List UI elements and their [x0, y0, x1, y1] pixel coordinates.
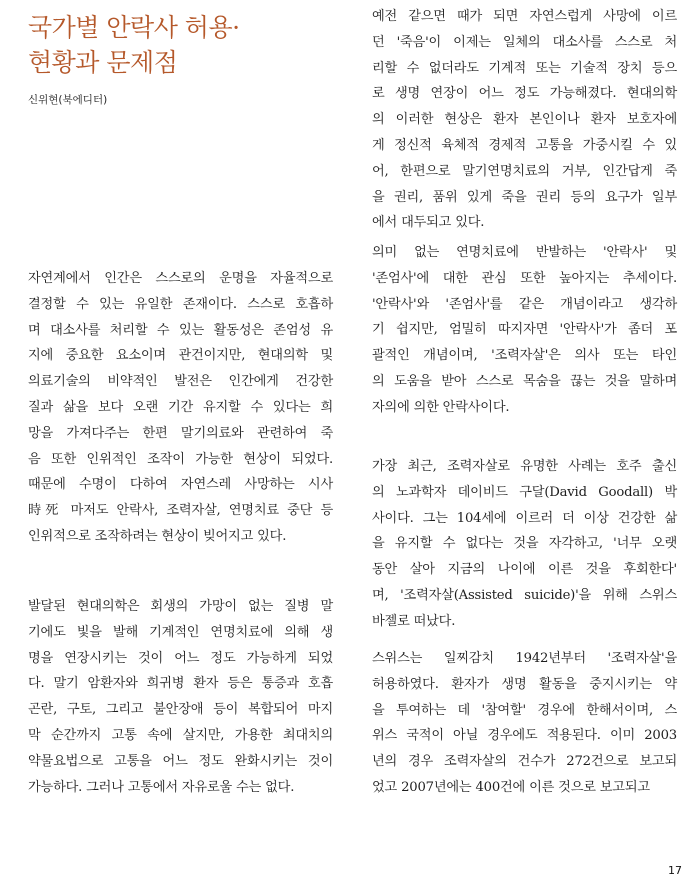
text-line: 에서 대두되고 있다. [372, 215, 485, 231]
text-line: 사이다. 그는 104세에 이르러 더 이상 건강한 삶 [372, 510, 677, 526]
text-line: 자의에 의한 안락사이다. [372, 399, 510, 415]
text-line: 을 투여하는 데 '참여할' 경우에 한해서이며, 스 [372, 702, 677, 718]
text-line: 의 도움을 받아 스스로 목숨을 끊는 것을 말하며 [372, 374, 677, 389]
text-line: 동안 살아 지금의 나이에 이른 것을 후회한다' [372, 562, 677, 578]
text-line: 의미 없는 연명치료에 반발하는 '안락사' 및 [372, 245, 677, 260]
text-line: 괄적인 개념이며, '조력자살'은 의사 또는 타인 [372, 348, 677, 364]
text-line: 명을 연장시키는 것이 어느 정도 가능하게 되었 [28, 650, 333, 666]
article-title-line-2: 현황과 문제점 [28, 48, 178, 77]
author-byline: 신위현(북에디터) [28, 94, 108, 106]
text-line: 로 생명 연장이 어느 정도 가능해졌다. 현대의학 [372, 86, 677, 102]
text-line: 막 순간까지 고통 속에 살지만, 가용한 최대치의 [28, 728, 333, 743]
text-line: 의 노과학자 데이비드 구달(David Goodall) 박 [372, 484, 677, 500]
text-line: 년의 경우 조력자살의 건수가 272건으로 보고되 [372, 754, 677, 770]
text-line: 음 또한 인위적인 조작이 가능한 현상이 되었다. [28, 451, 333, 467]
text-line: 예전 같으면 때가 되면 자연스럽게 사망에 이르 [372, 9, 677, 24]
text-line: 인위적으로 조작하려는 현상이 빚어지고 있다. [28, 529, 287, 544]
text-line: '존엄사'에 대한 관심 또한 높아지는 추세이다. [372, 270, 677, 286]
page-number: 17 [668, 864, 682, 877]
article-title [28, 10, 338, 80]
text-line: 바젤로 떠났다. [372, 613, 456, 629]
text-line: 어, 한편으로 말기연명치료의 거부, 인간답게 죽 [372, 163, 677, 179]
text-line: 의료기술의 비약적인 발전은 인간에게 건강한 [28, 374, 333, 390]
text-line: 며 대소사를 처리할 수 있는 활동성은 존엄성 유 [28, 322, 333, 338]
text-line: 기에도 빛을 발해 기계적인 연명치료에 의해 생 [28, 624, 333, 640]
text-line: '안락사'와 '존엄사'를 같은 개념이라고 생각하 [372, 296, 677, 312]
text-line: 의 이러한 현상은 환자 본인이나 환자 보호자에 [372, 112, 677, 128]
text-line: 게 정신적 육체적 경제적 고통을 가중시킬 수 있 [372, 138, 677, 153]
text-line: 약물요법으로 고통을 어느 정도 완화시키는 것이 [28, 753, 333, 769]
text-line: 었고 2007년에는 400건에 이른 것으로 보고되고 [372, 780, 650, 795]
text-line: 가능하다. 그러나 고통에서 자유로울 수는 없다. [28, 779, 295, 795]
text-line: 時死 마저도 안락사, 조력자살, 연명치료 중단 등 [28, 503, 333, 519]
text-line: 허용하였다. 환자가 생명 활동을 중지시키는 약 [372, 676, 677, 692]
text-line: 던 '죽음'이 이제는 일체의 대소사를 스스로 처 [372, 34, 677, 50]
text-line: 스위스는 일찌감치 1942년부터 '조력자살'을 [372, 651, 677, 666]
text-line: 지에 중요한 요소이며 관건이지만, 현대의학 및 [28, 348, 333, 364]
text-line: 을 유지할 수 없다는 것을 자각하고, '너무 오랫 [372, 536, 677, 552]
text-line: 곤란, 구토, 그리고 불안장애 등이 복합되어 마지 [28, 702, 333, 718]
text-line: 결정할 수 있는 유일한 존재이다. 스스로 호흡하 [28, 296, 333, 312]
text-line: 질과 삶을 보다 오랜 기간 유지할 수 있다는 희 [28, 400, 333, 415]
text-line: 가장 최근, 조력자살로 유명한 사례는 호주 출신 [372, 459, 677, 474]
text-line: 망을 가져다주는 한편 말기의료와 관련하여 죽 [28, 425, 333, 441]
text-line: 을 권리, 품위 있게 죽을 권리 등의 요구가 일부 [372, 189, 677, 205]
text-line: 리할 수 없더라도 기계적 또는 기술적 장치 등으 [372, 60, 677, 76]
article-title-line-1: 국가별 안락사 허용· [28, 13, 240, 42]
text-line: 며, '조력자살(Assisted suicide)'을 위해 스위스 [372, 588, 677, 603]
text-line: 자연계에서 인간은 스스로의 운명을 자율적으로 [28, 271, 333, 286]
text-line: 위스 국적이 아닐 경우에도 적용된다. 이미 2003 [372, 728, 677, 744]
text-line: 발달된 현대의학은 회생의 가망이 없는 질병 말 [28, 599, 333, 614]
text-line: 기 쉽지만, 엄밀히 따지자면 '안락사'가 좀더 포 [372, 322, 677, 338]
text-line: 다. 말기 암환자와 희귀병 환자 등은 통증과 호흡 [28, 676, 333, 692]
text-line: 때문에 수명이 다하여 자연스레 사망하는 시사 [28, 477, 333, 493]
